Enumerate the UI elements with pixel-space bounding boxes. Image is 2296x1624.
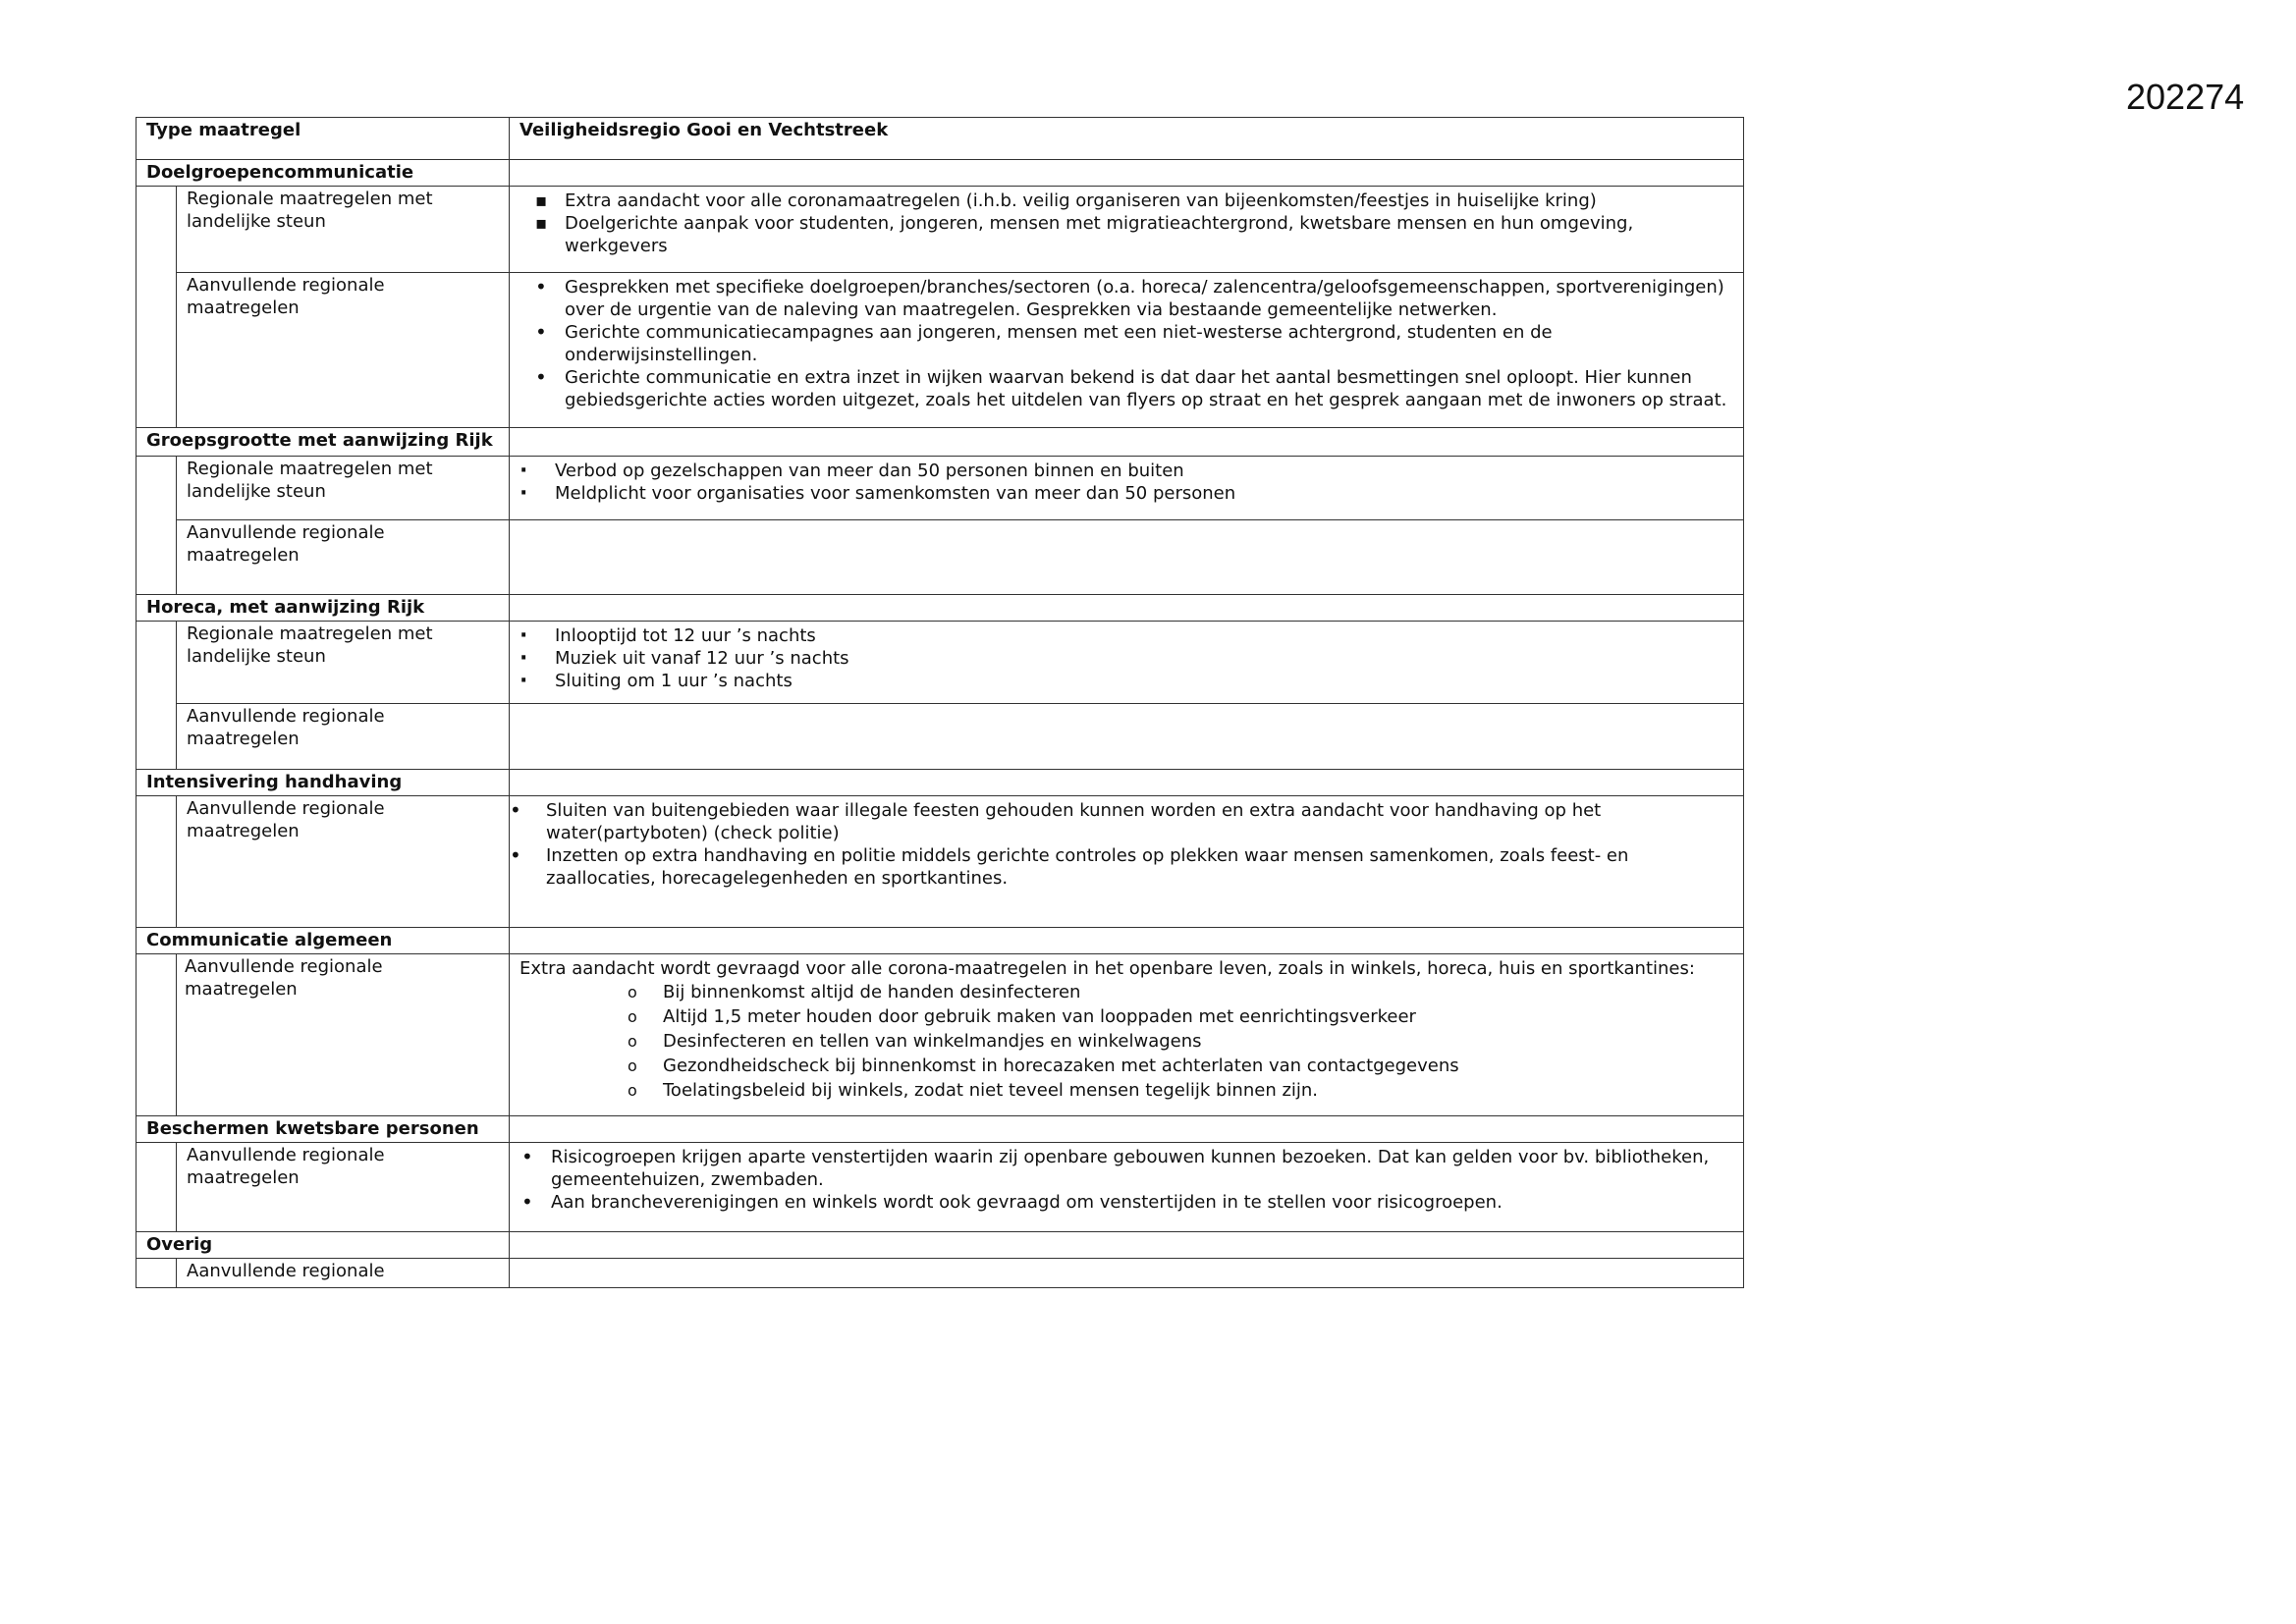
table-row — [137, 457, 1744, 520]
table-row — [137, 187, 1744, 273]
row-label: Aanvullende regionale maatregelen — [177, 273, 510, 428]
list-item: · Meldplicht voor organisaties voor samenkomsten van meer dan 50 personen — [555, 482, 1733, 505]
header-type-cell: Type maatregel — [137, 118, 510, 160]
row-content — [510, 622, 1744, 704]
category-label: Horeca, met aanwijzing Rijk — [137, 595, 510, 622]
row-content — [510, 187, 1744, 273]
list-item: ▪ Doelgerichte aanpak voor studenten, jongeren, mensen met migratieachtergrond, kwetsbare mensen en hun omgeving, werkgevers — [565, 212, 1733, 257]
indent-gutter — [137, 457, 177, 595]
table-row — [137, 622, 1744, 704]
row-content — [510, 796, 1744, 928]
category-empty-cell — [510, 1232, 1744, 1259]
list-item: · Sluiting om 1 uur ’s nachts — [555, 670, 1733, 692]
row-content — [510, 520, 1744, 595]
row-label: Aanvullende regionale — [177, 1259, 510, 1288]
list-item: o Bij binnenkomst altijd de handen desinfecteren — [663, 980, 1733, 1004]
measures-table — [136, 117, 1744, 1288]
row-content — [510, 1259, 1744, 1288]
table-row — [137, 273, 1744, 428]
indent-gutter — [137, 1143, 177, 1232]
category-row — [137, 595, 1744, 622]
row-content — [510, 1143, 1744, 1232]
indent-gutter — [137, 796, 177, 928]
list-item: ▪ Extra aandacht voor alle coronamaatregelen (i.h.b. veilig organiseren van bijeenkomsten/feestjes in huiselijke kring) — [565, 189, 1733, 212]
category-row — [137, 928, 1744, 954]
indent-gutter — [137, 622, 177, 770]
list-item: o Altijd 1,5 meter houden door gebruik maken van looppaden met eenrichtingsverkeer — [663, 1004, 1733, 1029]
row-content — [510, 273, 1744, 428]
list-item: o Gezondheidscheck bij binnenkomst in horecazaken met achterlaten van contactgegevens — [663, 1054, 1733, 1078]
table-row — [137, 954, 1744, 1116]
list-item: • Risicogroepen krijgen aparte venstertijden waarin zij openbare gebouwen kunnen bezoeken. Dat kan gelden voor bv. bibliotheken, gemeentehuizen, zwembaden. — [551, 1146, 1733, 1191]
row-content — [510, 457, 1744, 520]
category-empty-cell — [510, 595, 1744, 622]
list-item: o Desinfecteren en tellen van winkelmandjes en winkelwagens — [663, 1029, 1733, 1054]
list-item: · Muziek uit vanaf 12 uur ’s nachts — [555, 647, 1733, 670]
category-empty-cell — [510, 928, 1744, 954]
category-empty-cell — [510, 160, 1744, 187]
row-label: Regionale maatregelen met landelijke steun — [177, 457, 510, 520]
list-item: • Sluiten van buitengebieden waar illegale feesten gehouden kunnen worden en extra aandacht voor handhaving op het water(partyboten) (check politie) — [546, 799, 1733, 844]
row-label: Aanvullende regionale maatregelen — [177, 954, 510, 1116]
list-item: o Toelatingsbeleid bij winkels, zodat niet teveel mensen tegelijk binnen zijn. — [663, 1078, 1733, 1103]
table-header-row — [137, 118, 1744, 160]
category-label: Groepsgrootte met aanwijzing Rijk — [137, 428, 510, 457]
row-label: Aanvullende regionale maatregelen — [177, 1143, 510, 1232]
table-row — [137, 704, 1744, 770]
list-item: · Inlooptijd tot 12 uur ’s nachts — [555, 624, 1733, 647]
category-label: Intensivering handhaving — [137, 770, 510, 796]
indent-gutter — [137, 187, 177, 428]
table-row — [137, 520, 1744, 595]
category-empty-cell — [510, 1116, 1744, 1143]
list-item: • Inzetten op extra handhaving en politie middels gerichte controles op plekken waar mensen samenkomen, zoals feest- en zaallocaties, horecagelegenheden en sportkantines. — [546, 844, 1733, 890]
list-item: • Gerichte communicatiecampagnes aan jongeren, mensen met een niet-westerse achtergrond, studenten en de onderwijsinstellingen. — [565, 321, 1733, 366]
table-row — [137, 1143, 1744, 1232]
header-region-cell: Veiligheidsregio Gooi en Vechtstreek — [510, 118, 1744, 160]
category-empty-cell — [510, 428, 1744, 457]
row-label: Regionale maatregelen met landelijke steun — [177, 622, 510, 704]
category-label: Communicatie algemeen — [137, 928, 510, 954]
row-label: Aanvullende regionale maatregelen — [177, 704, 510, 770]
list-item: · Verbod op gezelschappen van meer dan 50 personen binnen en buiten — [555, 460, 1733, 482]
category-label: Beschermen kwetsbare personen — [137, 1116, 510, 1143]
indent-gutter — [137, 1259, 177, 1288]
category-label: Overig — [137, 1232, 510, 1259]
table-row — [137, 1259, 1744, 1288]
category-empty-cell — [510, 770, 1744, 796]
indent-gutter — [137, 954, 177, 1116]
category-row — [137, 1116, 1744, 1143]
list-item: • Gesprekken met specifieke doelgroepen/branches/sectoren (o.a. horeca/ zalencentra/geloofsgemeenschappen, sportverenigingen) over de urgentie van de naleving van maatregelen. Gesprekken via bestaande gemeentelijke netwerken. — [565, 276, 1733, 321]
table-row — [137, 796, 1744, 928]
category-row — [137, 160, 1744, 187]
row-label: Regionale maatregelen met landelijke steun — [177, 187, 510, 273]
category-row — [137, 1232, 1744, 1259]
row-label: Aanvullende regionale maatregelen — [177, 796, 510, 928]
category-row — [137, 428, 1744, 457]
document-number: 202274 — [2126, 77, 2245, 117]
intro-text: Extra aandacht wordt gevraagd voor alle corona-maatregelen in het openbare leven, zoals in winkels, horeca, huis en sportkantines: — [519, 958, 1695, 979]
row-content — [510, 704, 1744, 770]
category-label: Doelgroepencommunicatie — [137, 160, 510, 187]
row-label: Aanvullende regionale maatregelen — [177, 520, 510, 595]
category-row — [137, 770, 1744, 796]
list-item: • Gerichte communicatie en extra inzet in wijken waarvan bekend is dat daar het aantal besmettingen snel oploopt. Hier kunnen gebiedsgerichte acties worden uitgezet, zoals het uitdelen van flyers op straat en het gesprek aangaan met de inwoners op straat. — [565, 366, 1733, 411]
row-content — [510, 954, 1744, 1116]
list-item: • Aan brancheverenigingen en winkels wordt ook gevraagd om venstertijden in te stellen voor risicogroepen. — [551, 1191, 1733, 1214]
